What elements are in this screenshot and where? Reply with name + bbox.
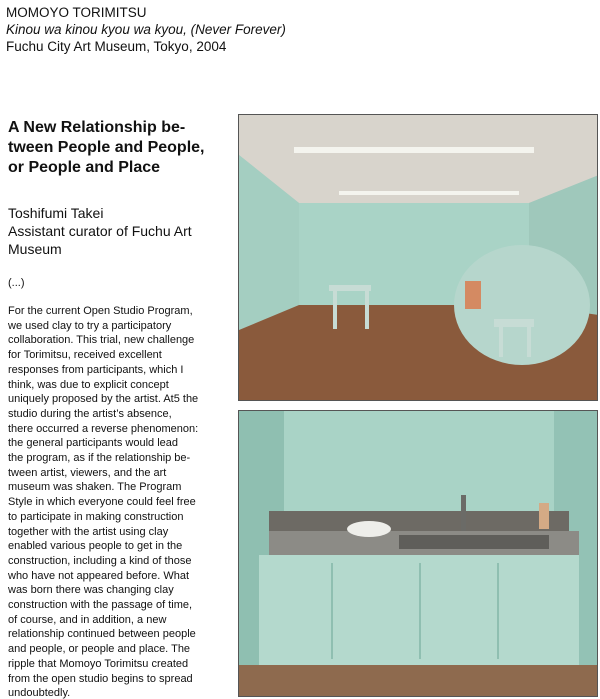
author-line: Assistant curator of Fuchu Art (8, 223, 192, 239)
body-line: of course, and in addition, a new (8, 613, 167, 626)
body-line: from the open studio begins to spread (8, 672, 193, 685)
body-line: and people, or people and place. The (8, 643, 191, 656)
studio-installation-photo (238, 114, 598, 401)
exhibition-title: Kinou wa kinou kyou wa kyou, (Never Forever) (6, 22, 286, 37)
body-line: together with the artist using clay (8, 525, 169, 538)
body-line: studio during the artist’s absence, (8, 407, 172, 420)
article-title (8, 118, 236, 178)
body-line: relationship continued between people (8, 628, 196, 641)
body-line: we used clay to try a participatory (8, 319, 172, 332)
clay-kitchen-photo (238, 410, 598, 697)
body-line: think, was due to explicit concept (8, 378, 169, 391)
body-line: there occurred a reverse phenomenon: (8, 422, 199, 435)
body-line: who have not appeared before. What (8, 569, 190, 582)
body-line: construction, including a kind of those (8, 554, 192, 567)
body-line: uniquely proposed by the artist. At5 the (8, 393, 199, 406)
body-line: the program, as if the relationship be- (8, 452, 191, 465)
author-line: Toshifumi Takei (8, 205, 104, 221)
article-column (8, 118, 236, 699)
body-line: ripple that Momoyo Torimitsu created (8, 657, 189, 670)
article-author (8, 204, 236, 258)
body-line: For the current Open Studio Program, (8, 305, 193, 317)
body-line: for Torimitsu, received excellent (8, 349, 162, 362)
artist-name: MOMOYO TORIMITSU (6, 5, 147, 20)
body-line: responses from participants, which I (8, 363, 184, 376)
body-line: enabled various people to get in the (8, 540, 183, 553)
body-line: Style in which everyone could feel free (8, 496, 196, 509)
body-line: collaboration. This trial, new challenge (8, 334, 195, 347)
body-line: undoubtedly. (8, 687, 71, 699)
body-line: was born there was changing clay (8, 584, 174, 597)
title-line: A New Relationship be- (8, 119, 186, 136)
author-line: Museum (8, 241, 62, 257)
title-line: or People and Place (8, 159, 161, 176)
body-line: tween artist, viewers, and the art (8, 466, 167, 479)
body-line: construction with the passage of time, (8, 599, 193, 612)
omission-mark: (...) (8, 277, 25, 289)
exhibition-header (6, 4, 286, 55)
article-body (8, 304, 236, 699)
title-line: tween People and People, (8, 139, 205, 156)
body-line: the general participants would lead (8, 437, 179, 450)
body-line: museum was shaken. The Program (8, 481, 182, 494)
body-line: to participate in making construction (8, 510, 184, 523)
exhibition-venue: Fuchu City Art Museum, Tokyo, 2004 (6, 39, 227, 54)
